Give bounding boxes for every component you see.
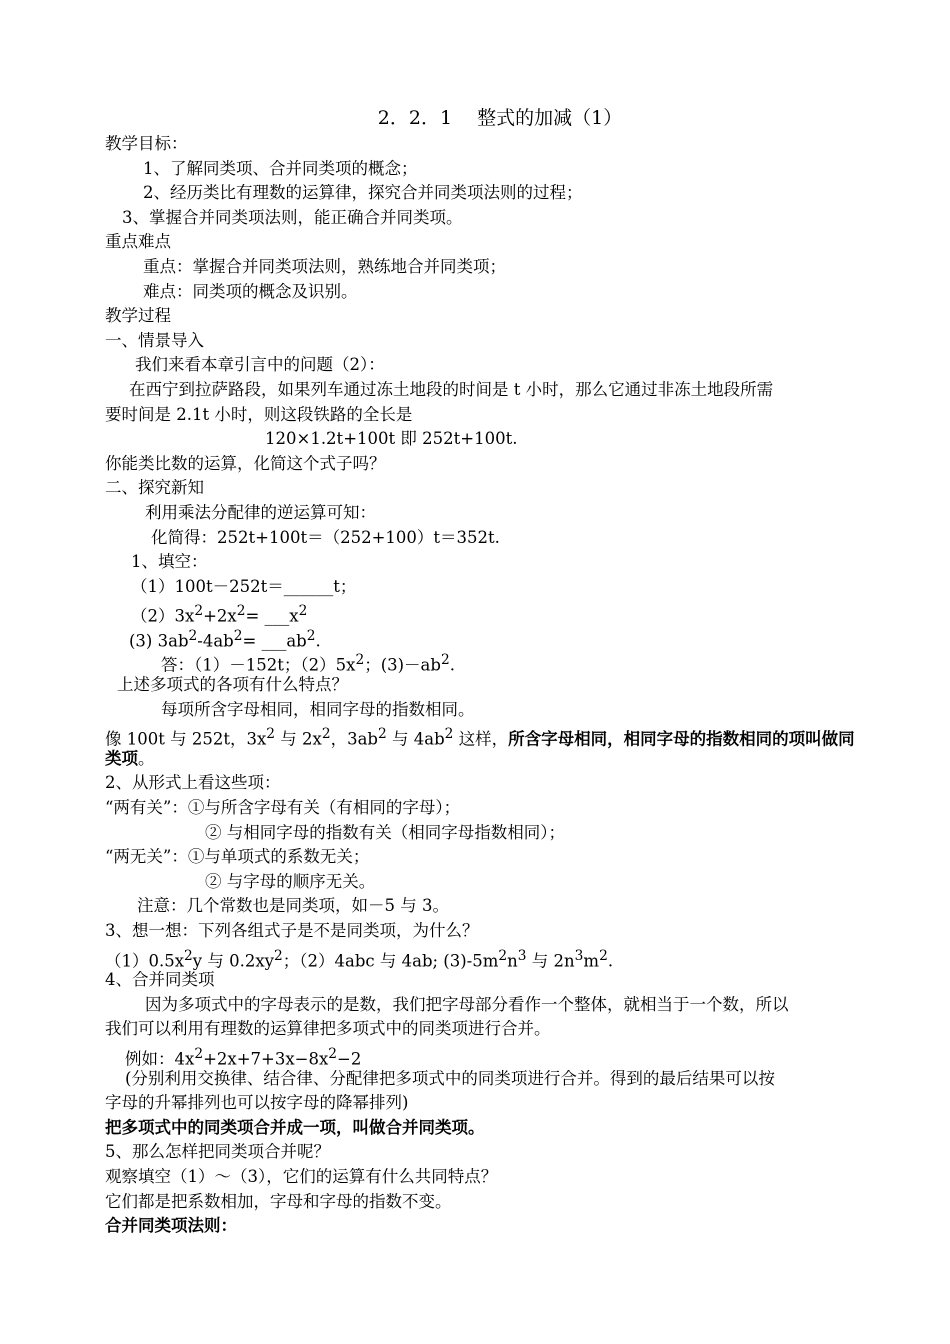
text-line: ② 与字母的顺序无关。 [205, 871, 376, 891]
definition-line: 类项。 [105, 748, 155, 768]
fill-blank-1: （1）100t－252t＝______t； [131, 576, 357, 596]
formula-line: 化简得：252t+100t＝（252+100）t＝352t. [151, 527, 500, 547]
text-line: 上述多项式的各项有什么特点？ [117, 675, 348, 695]
text-line: 3、想一想：下列各组式子是不是同类项，为什么？ [105, 921, 479, 940]
text-line: 它们都是把系数相加，字母和字母的指数不变。 [105, 1191, 452, 1211]
text-line: ② 与相同字母的指数有关（相同字母指数相同）； [205, 822, 565, 842]
fill-blank-3: (3) $3ab^2-4ab^2=$ $\_\_\_ab^2$. [129, 627, 321, 651]
goal-item: 1、了解同类项、合并同类项的概念； [143, 158, 418, 178]
text-line: 利用乘法分配律的逆运算可知： [145, 502, 376, 522]
section-heading: 教学目标： [105, 134, 188, 153]
text-line: “两有关”：①与所含字母有关（有相同的字母）； [105, 798, 461, 818]
question-line: $(1)0.5x^2y$ 与 $0.2xy^2$；（2）4abc 与 4ab; $(3)-5m^2n^3$ 与 $2n^3m^2$. [105, 947, 614, 971]
text-line: 1、填空： [131, 552, 208, 572]
page-title: 2．2．1 整式的加减（1） [377, 107, 623, 129]
text-line: 在西宁到拉萨路段，如果列车通过冻土地段的时间是 t 小时，那么它通过非冻土地段所需 [129, 379, 774, 399]
definition-bold: 所含字母相同，相同字母的指数相同的项叫做同 [508, 729, 855, 749]
text-line: 字母的升幂排列也可以按字母的降幂排列) [105, 1093, 409, 1113]
text-line: 因为多项式中的字母表示的是数，我们把字母部分看作一个整体，就相当于一个数，所以 [145, 994, 789, 1014]
example-line: 例如：$4x^2+2x+7+3x-8x^2-2$ [125, 1045, 362, 1069]
rule-heading: 合并同类项法则： [105, 1216, 237, 1236]
text-line: 2、从形式上看这些项： [105, 773, 281, 793]
text-line: 我们可以利用有理数的运算律把多项式中的同类项进行合并。 [105, 1019, 551, 1039]
formula-line: 120×1.2t+100t 即 252t+100t. [265, 429, 518, 449]
text-line: “两无关”：①与单项式的系数无关； [105, 847, 370, 867]
definition-line: 像 100t 与 252t，$3x^2$ 与 $2x^2$，$3ab^2$ 与 $4ab^2$ 这样，所含字母相同，相同字母的指数相同的项叫做同 [105, 726, 855, 749]
text-line: 难点：同类项的概念及识别。 [143, 281, 358, 301]
goal-item: 3、掌握合并同类项法则，能正确合并同类项。 [122, 207, 463, 227]
definition-bold: 把多项式中的同类项合并成一项，叫做合并同类项。 [105, 1117, 485, 1137]
document-page [105, 104, 875, 1239]
text-line: 重点：掌握合并同类项法则，熟练地合并同类项； [143, 256, 506, 276]
text-line: 4、合并同类项 [105, 970, 215, 990]
note-line: 注意：几个常数也是同类项，如－5 与 3。 [137, 896, 449, 916]
section-heading: 教学过程 [105, 306, 171, 326]
goal-item: 2、经历类比有理数的运算律，探究合并同类项法则的过程； [143, 183, 583, 203]
answer-line: 答：（1）－152t；$(2)5x^2$；$(3)-ab^2$. [161, 652, 455, 675]
subsection-heading: 一、情景导入 [105, 330, 204, 350]
text-line: 你能类比数的运算，化简这个式子吗？ [105, 453, 386, 473]
text-line: (分别利用交换律、结合律、分配律把多项式中的同类项进行合并。得到的最后结果可以按 [125, 1068, 775, 1088]
section-heading: 重点难点 [105, 232, 171, 252]
subsection-heading: 二、探究新知 [105, 478, 204, 498]
text-line: 观察填空（1）～（3），它们的运算有什么共同特点？ [105, 1166, 498, 1186]
text-line: 每项所含字母相同，相同字母的指数相同。 [161, 699, 475, 719]
fill-blank-2: $(2)3x^2+2x^2=$ $\_\_\_x^2$ [131, 603, 308, 626]
text-line: 我们来看本章引言中的问题（2）： [135, 355, 385, 375]
definition-bold: 类项 [105, 748, 138, 768]
text-line: 5、那么怎样把同类项合并呢？ [105, 1142, 330, 1162]
text-line: 要时间是 2.1t 小时，则这段铁路的全长是 [105, 404, 413, 424]
